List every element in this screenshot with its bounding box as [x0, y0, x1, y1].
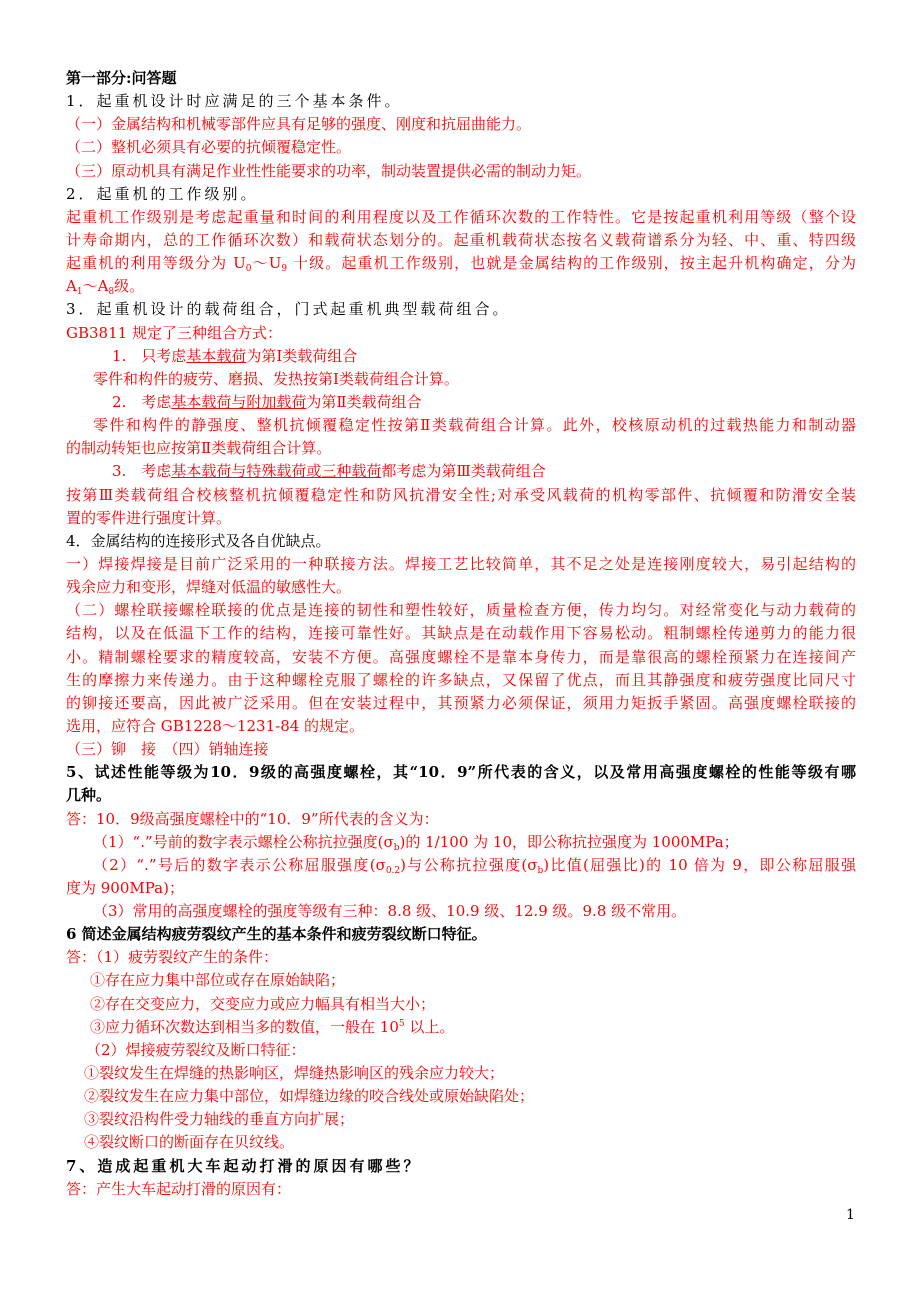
text: 都考虑为第Ⅲ类载荷组合: [381, 462, 546, 481]
text: )与公称抗拉强度(σ: [400, 855, 538, 874]
answer-line: ③裂纹沿构件受力轴线的垂直方向扩展；: [84, 1110, 355, 1129]
superscript: 5: [398, 1018, 405, 1029]
subscript: b: [393, 842, 400, 853]
question-7: 7、造成起重机大车起动打滑的原因有哪些？: [66, 1156, 422, 1175]
answer-line: 选用，应符合 GB1228～1231-84 的规定。: [66, 716, 365, 735]
answer-line: （三）铆 接 （四）销轴连接: [66, 740, 269, 759]
text: ～A: [82, 277, 109, 296]
answer-line: [66, 460, 856, 483]
answer-line: 答：10．9级高强度螺栓中的“10．9”所代表的含义为：: [66, 809, 439, 828]
question-1: 1．起重机设计时应满足的三个基本条件。: [66, 92, 403, 111]
answer-line: [66, 854, 856, 877]
subscript: b: [537, 865, 544, 876]
answer-line: 置的零件进行强度计算。: [66, 508, 232, 527]
text: )的 1/100 为 10，即公称抗拉强度为 1000MPa；: [399, 832, 739, 851]
text: 3. 考虑: [112, 462, 172, 481]
question-4: 4．金属结构的连接形式及各自优缺点。: [66, 531, 331, 550]
answer-line: [66, 275, 856, 298]
question-3: 3．起重机设计的载荷组合，门式起重机典型载荷组合。: [66, 300, 511, 319]
answer-line: ①存在应力集中部位或存在原始缺陷；: [90, 971, 346, 990]
underlined-term: 基本载荷与附加载荷: [171, 392, 307, 411]
answer-line: 的铆接还要高，因此被广泛采用。但在安装过程中，其预紧力必须保证，须用力矩扳手紧固。高强度螺栓联接的: [66, 693, 856, 712]
answer-line: 答：（1）疲劳裂纹产生的条件：: [66, 948, 279, 967]
text: A: [66, 277, 77, 296]
subscript: 1: [76, 287, 83, 298]
text: 级。: [114, 277, 145, 296]
subscript: 9: [281, 264, 288, 275]
text: ～U: [251, 254, 282, 273]
text: 起重机的利用等级分为 U: [66, 254, 246, 273]
answer-line: 按第Ⅲ类载荷组合校核整机抗倾覆稳定性和防风抗滑安全性;对承受风载荷的机构零部件、抗倾覆和防滑安全装: [66, 485, 856, 504]
text: 为第Ⅰ类载荷组合: [246, 346, 358, 365]
answer-line: 的制动转矩也应按第Ⅱ类载荷组合计算。: [66, 439, 332, 458]
text: 为第Ⅱ类载荷组合: [306, 392, 422, 411]
section-title: 第一部分:问答题: [66, 69, 177, 87]
subscript: 0.2: [385, 865, 401, 876]
answer-line: （二）整机必须具有必要的抗倾覆稳定性。: [66, 138, 352, 157]
answer-line: （2）焊接疲劳裂纹及断口特征：: [86, 1040, 306, 1059]
underlined-term: 基本载荷与特殊载荷或三种载荷: [171, 462, 382, 481]
answer-line: 残余应力和变形，焊缝对低温的敏感性大。: [66, 578, 352, 597]
question-6: 6 简述金属结构疲劳裂纹产生的基本条件和疲劳裂纹断口特征。: [66, 925, 487, 944]
subscript: 0: [245, 264, 252, 275]
answer-line: [66, 391, 856, 414]
answer-line: 小。精制螺栓要求的精度较高，安装不方便。高强度螺栓不是靠本身传力，而是靠很高的螺栓预紧力在连接间产: [66, 647, 856, 666]
answer-line: （3）常用的高强度螺栓的强度等级有三种：8.8 级、10.9 级、12.9 级。9.8 级不常用。: [93, 902, 687, 921]
subscript: 8: [108, 287, 115, 298]
answer-line: GB3811 规定了三种组合方式：: [66, 323, 282, 342]
answer-line: [66, 1016, 856, 1039]
answer-line: （三）原动机具有满足作业性性能要求的功率，制动装置提供必需的制动力矩。: [66, 161, 592, 180]
text: ③应力循环次数达到相当多的数值，一般在 10: [90, 1017, 399, 1036]
document-page: [66, 67, 856, 1201]
text: 2. 考虑: [112, 392, 172, 411]
answer-line: （二）螺栓联接螺栓联接的优点是连接的韧性和塑性较好，质量检查方便，传力均匀。对经常变化与动力载荷的: [66, 601, 856, 620]
answer-line: 答：产生大车起动打滑的原因有：: [66, 1179, 292, 1198]
text: 以上。: [404, 1017, 455, 1036]
text: 十级。起重机工作级别，也就是金属结构的工作级别，按主起升机构确定，分为: [287, 254, 856, 273]
answer-line: 度为 900MPa)；: [66, 878, 184, 897]
question-5: 5、试述性能等级为10．9级的高强度螺栓，其“10．9”所代表的含义，以及常用高强度螺栓的性能等级有哪: [66, 763, 856, 782]
answer-line: [66, 252, 856, 275]
answer-line: ①裂纹发生在焊缝的热影响区，焊缝热影响区的残余应力较大；: [84, 1064, 505, 1083]
answer-line: ②裂纹发生在应力集中部位，如焊缝边缘的咬合线处或原始缺陷处；: [84, 1087, 535, 1106]
question-5-cont: 几种。: [66, 786, 112, 805]
answer-line: （一）金属结构和机械零部件应具有足够的强度、刚度和抗屈曲能力。: [66, 115, 532, 134]
answer-line: 生的摩擦力来传递力。由于这种螺栓克服了螺栓的许多缺点，又保留了优点，而且其静强度和疲劳强度比同尺寸: [66, 670, 856, 689]
answer-line: 零件和构件的疲劳、磨损、发热按第Ⅰ类载荷组合计算。: [93, 369, 459, 388]
answer-line: [66, 345, 856, 368]
text: 1. 只考虑: [112, 346, 187, 365]
answer-line: ④裂纹断口的断面存在贝纹线。: [84, 1133, 295, 1152]
question-2: 2．起重机的工作级别。: [66, 184, 259, 203]
text: （1）“.”号前的数字表示螺栓公称抗拉强度(σ: [93, 832, 394, 851]
answer-line: 零件和构件的静强度、整机抗倾覆稳定性按第Ⅱ类载荷组合计算。此外，校核原动机的过载热能力和制动器: [93, 416, 856, 435]
answer-line: ②存在交变应力，交变应力或应力幅具有相当大小；: [90, 994, 436, 1013]
answer-line: 结构，以及在低温下工作的结构，连接可靠性好。其缺点是在动载作用下容易松动。粗制螺栓传递剪力的能力很: [66, 624, 856, 643]
text: )比值(屈强比)的 10 倍为 9，即公称屈服强: [543, 855, 856, 874]
page-number: 1: [846, 1207, 855, 1223]
answer-line: [66, 831, 856, 854]
answer-line: 起重机工作级别是考虑起重量和时间的利用程度以及工作循环次数的工作特性。它是按起重机利用等级（整个设: [66, 207, 856, 226]
text: （2）“.”号后的数字表示公称屈服强度(σ: [93, 855, 386, 874]
underlined-term: 基本载荷: [186, 346, 247, 365]
answer-line: 计寿命期内，总的工作循环次数）和载荷状态划分的。起重机载荷状态按名义载荷谱系分为轻、中、重、特四级: [66, 230, 856, 249]
answer-line: 一）焊接焊接是目前广泛采用的一种联接方法。焊接工艺比较简单，其不足之处是连接刚度较大，易引起结构的: [66, 554, 856, 573]
